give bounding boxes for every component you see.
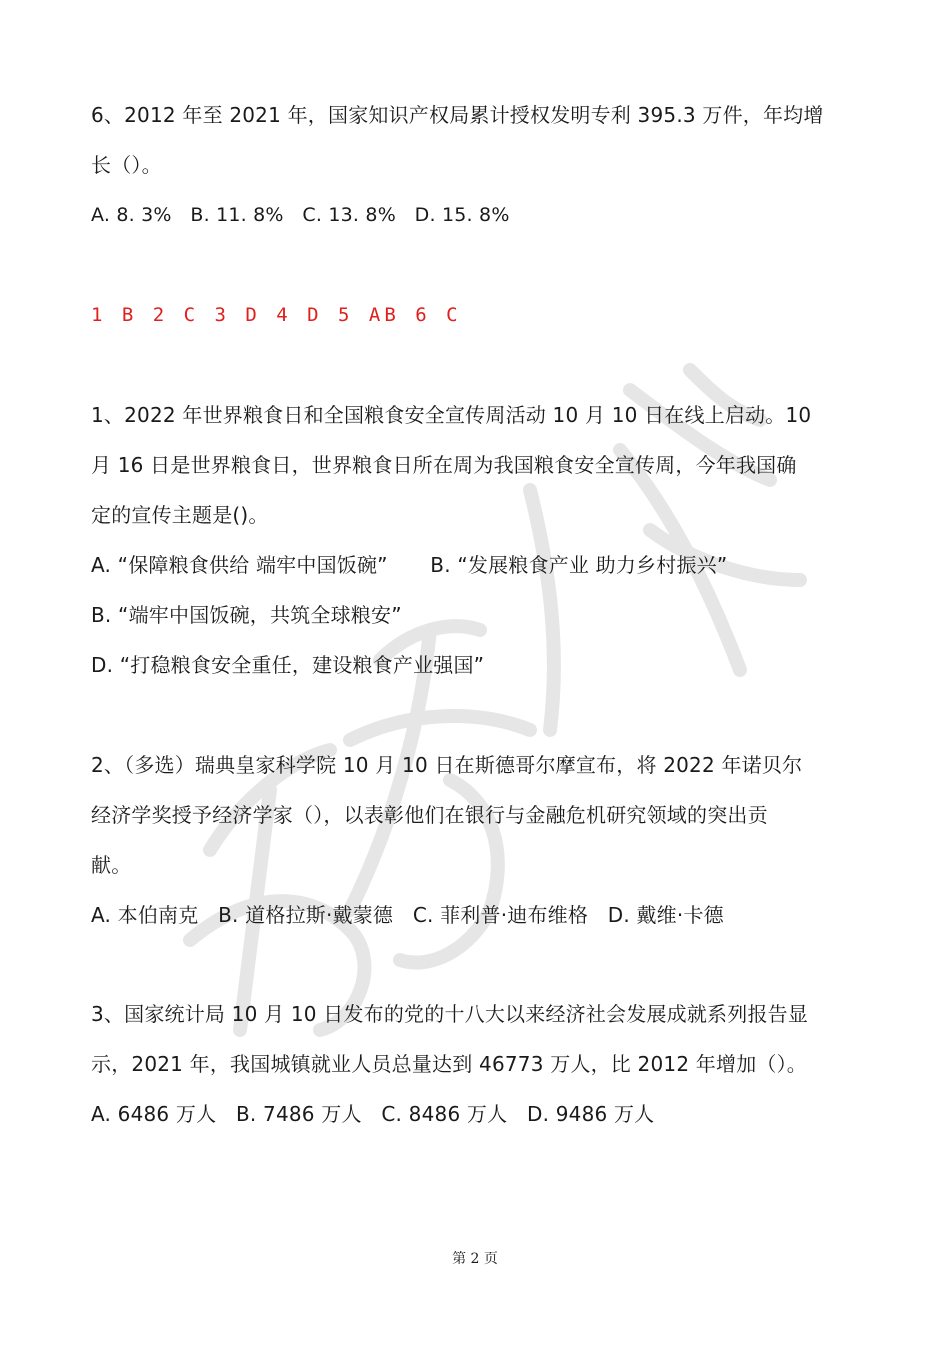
q3-options — [91, 1100, 654, 1128]
q1-line-2: 月 16 日是世界粮食日，世界粮食日所在周为我国粮食安全宣传周，今年我国确 — [91, 453, 797, 477]
q3-option-d: D. 9486 万人 — [527, 1102, 655, 1126]
q2-line-3: 献。 — [91, 853, 132, 877]
q2-option-b: B. 道格拉斯·戴蒙德 — [218, 903, 394, 927]
page-number: 第 2 页 — [452, 1251, 498, 1267]
q2-options — [91, 901, 724, 929]
q2-option-a: A. 本伯南克 — [91, 903, 199, 927]
q1-line-3: 定的宣传主题是()。 — [91, 503, 269, 527]
q2-option-c: C. 菲利普·迪布维格 — [412, 903, 589, 927]
q1-option-d: D. “打稳粮食安全重任，建设粮食产业强国” — [91, 653, 485, 677]
q1-options-row-1 — [91, 551, 727, 579]
q6-line-1: 6、2012 年至 2021 年，国家知识产权局累计授权发明专利 395.3 万件，年均增 — [91, 103, 824, 127]
q2-option-d: D. 戴维·卡德 — [607, 903, 724, 927]
q2-line-2: 经济学奖授予经济学家（），以表彰他们在银行与金融危机研究领域的突出贡 — [91, 803, 768, 827]
q6-option-b: B. 11. 8% — [190, 204, 284, 226]
q3-line-1: 3、国家统计局 10 月 10 日发布的党的十八大以来经济社会发展成就系列报告显 — [91, 1002, 809, 1026]
q3-option-a: A. 6486 万人 — [91, 1102, 217, 1126]
q6-option-c: C. 13. 8% — [302, 204, 396, 226]
q3-line-2: 示，2021 年，我国城镇就业人员总量达到 46773 万人，比 2012 年增加（）。 — [91, 1052, 808, 1076]
watermark — [150, 330, 810, 1050]
q6-option-d: D. 15. 8% — [414, 204, 510, 226]
q3-option-c: C. 8486 万人 — [381, 1102, 508, 1126]
q1-option-a: A. “保障粮食供给 端牢中国饭碗” — [91, 553, 388, 577]
answer-key: 1 B 2 C 3 D 4 D 5 AB 6 C — [91, 304, 462, 326]
q1-option-c: B. “端牢中国饭碗，共筑全球粮安” — [91, 603, 402, 627]
q1-option-b: B. “发展粮食产业 助力乡村振兴” — [430, 553, 728, 577]
q2-line-1: 2、（多选）瑞典皇家科学院 10 月 10 日在斯德哥尔摩宣布，将 2022 年诺贝尔 — [91, 753, 803, 777]
q6-line-2: 长（）。 — [91, 153, 162, 177]
q6-option-a: A. 8. 3% — [91, 204, 172, 226]
q6-options — [91, 201, 510, 229]
q1-line-1: 1、2022 年世界粮食日和全国粮食安全宣传周活动 10 月 10 日在线上启动。10 — [91, 403, 812, 427]
q3-option-b: B. 7486 万人 — [236, 1102, 362, 1126]
